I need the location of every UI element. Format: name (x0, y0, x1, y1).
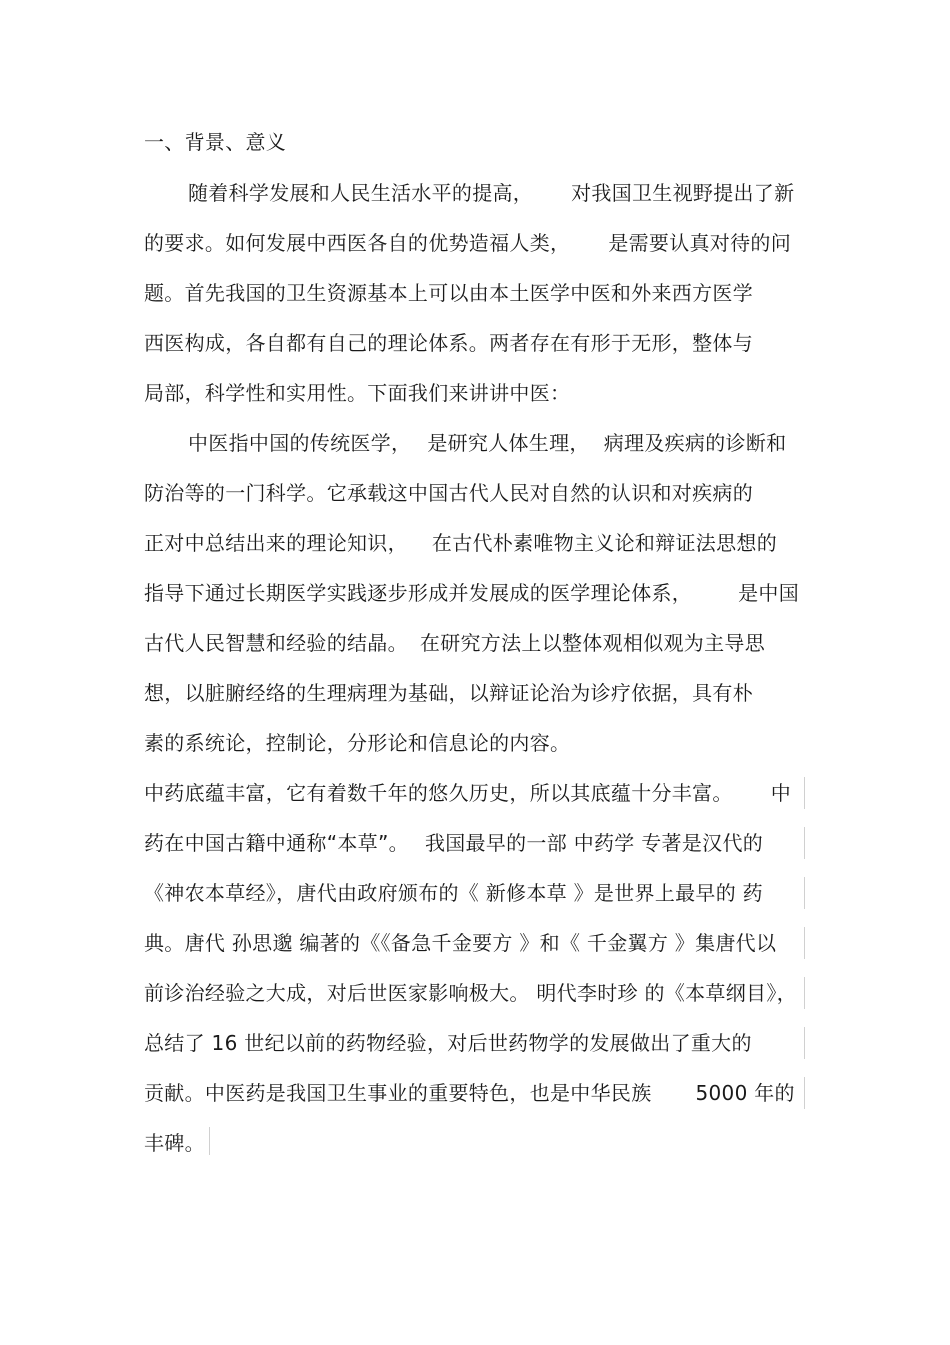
text-segment: 是需要认真对待的问 (608, 231, 792, 255)
text-segment: 中医指中国的传统医学， (188, 431, 412, 455)
paragraph-2-line-1 (188, 430, 786, 456)
margin-rule (804, 977, 805, 1009)
text-segment: 贡献。中医药是我国卫生事业的重要特色，也是中华民族 (144, 1081, 652, 1105)
paragraph-2-line-4 (144, 580, 799, 606)
paragraph-1-line-4 (144, 330, 753, 356)
text-segment: 想，以脏腑经络的生理病理为基础，以辩证论治为诊疗依据，具有朴 (144, 681, 753, 705)
paragraph-2-line-5 (144, 630, 765, 656)
text-segment: 药在中国古籍中通称“本草”。 (144, 831, 409, 855)
text-segment: 在古代朴素唯物主义论和辩证法思想的 (431, 531, 778, 555)
margin-rule (804, 1077, 805, 1109)
paragraph-3-line-3 (144, 880, 763, 906)
margin-rule (804, 927, 805, 959)
text-segment: 的要求。如何发展中西医各自的优势造福人类， (144, 231, 571, 255)
text-segment: 正对中总结出来的理论知识， (144, 531, 408, 555)
text-segment: 在研究方法上以整体观相似观为主导思 (419, 631, 766, 655)
text-segment: 随着科学发展和人民生活水平的提高， (188, 181, 534, 205)
paragraph-1-line-3 (144, 280, 753, 306)
text-segment: 典。唐代 孙思邈 编著的《《备急千金要方 》和《 千金翼方 》集唐代以 (144, 931, 777, 955)
paragraph-1-line-5 (144, 380, 570, 406)
text-segment: 素的系统论，控制论，分形论和信息论的内容。 (144, 731, 571, 755)
paragraph-1-line-1 (188, 180, 794, 206)
section-heading: 一、背景、意义 (144, 130, 287, 154)
text-segment: 防治等的一门科学。它承载这中国古代人民对自然的认识和对疾病的 (144, 481, 753, 505)
paragraph-3-line-2 (144, 830, 763, 856)
text-segment: 西医构成，各自都有自己的理论体系。两者存在有形于无形，整体与 (144, 331, 753, 355)
margin-rule (209, 1127, 210, 1155)
paragraph-2-line-7 (144, 730, 570, 756)
text-segment: 中药底蕴丰富，它有着数千年的悠久历史，所以其底蕴十分丰富。 (144, 781, 733, 805)
paragraph-2-line-3 (144, 530, 777, 556)
text-segment: 古代人民智慧和经验的结晶。 (144, 631, 408, 655)
text-segment: 《神农本草经》，唐代由政府颁布的《 新修本草 》是世界上最早的 药 (144, 881, 763, 905)
text-segment: 丰碑。 (144, 1131, 205, 1155)
text-segment: 前诊治经验之大成，对后世医家影响极大。 明代李时珍 的《本草纲目》， (144, 981, 797, 1005)
text-segment: 我国最早的一部 中药学 专著是汉代的 (424, 831, 764, 855)
text-segment: 是中国 (738, 581, 800, 605)
text-segment: 局部，科学性和实用性。下面我们来讲讲中医： (144, 381, 571, 405)
paragraph-3-line-8 (144, 1130, 205, 1156)
paragraph-3-line-4 (144, 930, 776, 956)
paragraph-3-line-7 (144, 1080, 795, 1106)
margin-rule (804, 827, 805, 859)
text-segment: 中 (770, 781, 792, 805)
text-segment: 题。首先我国的卫生资源基本上可以由本土医学中医和外来西方医学 (144, 281, 753, 305)
paragraph-2-line-6 (144, 680, 753, 706)
text-segment: 对我国卫生视野提出了新 (571, 181, 795, 205)
text-segment: 病理及疾病的诊断和 (603, 431, 787, 455)
margin-rule (804, 1027, 805, 1059)
text-segment: 5000 年的 (695, 1081, 795, 1105)
margin-rule (804, 877, 805, 909)
paragraph-3-line-5 (144, 980, 797, 1006)
paragraph-2-line-2 (144, 480, 753, 506)
text-segment: 指导下通过长期医学实践逐步形成并发展成的医学理论体系， (144, 581, 693, 605)
paragraph-1-line-2 (144, 230, 791, 256)
text-segment: 是研究人体生理， (427, 431, 590, 455)
margin-rule (804, 777, 805, 809)
text-segment: 总结了 16 世纪以前的药物经验，对后世药物学的发展做出了重大的 (144, 1031, 752, 1055)
paragraph-3-line-1 (144, 780, 791, 806)
paragraph-3-line-6 (144, 1030, 752, 1056)
